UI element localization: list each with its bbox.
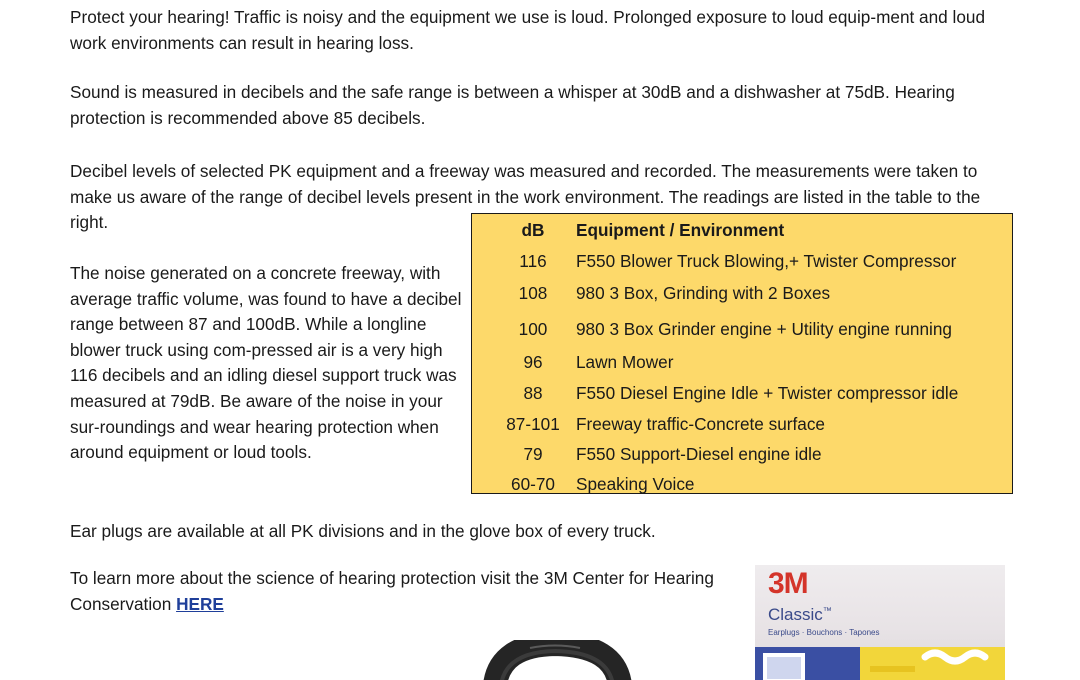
- decibel-range-paragraph: Sound is measured in decibels and the safe range is between a whisper at 30dB and a dishwasher at 75dB. Hearing protection is recommended above 85 decibels.: [70, 82, 955, 128]
- ear-plugs-paragraph: Ear plugs are available at all PK divisions and in the glove box of every truck.: [70, 521, 656, 541]
- hearing-intro-paragraph: Protect your hearing! Traffic is noisy and the equipment we use is loud. Prolonged exposure to loud equip-ment and loud work environments can result in hearing loss.: [70, 7, 985, 53]
- row-db: 100: [518, 319, 548, 339]
- learn-more-paragraph: [70, 566, 750, 617]
- row-equipment: F550 Blower Truck Blowing,+ Twister Compressor: [576, 251, 957, 271]
- table-row: [472, 247, 1012, 275]
- table-row: [472, 315, 1012, 343]
- product-name: [768, 605, 832, 625]
- trademark-symbol: ™: [822, 605, 832, 616]
- measurements-paragraph: Decibel levels of selected PK equipment and a freeway was measured and recorded. The measurements were taken to make us aware of the range of decibel levels present in the work environment. The readings are listed in the table to the right.: [70, 161, 981, 233]
- table-row: [472, 470, 1012, 498]
- decibel-table: [471, 213, 1013, 494]
- table-row: [472, 410, 1012, 438]
- table-row: [472, 279, 1012, 307]
- earplug-package-photo: [755, 565, 1005, 680]
- row-db: 88: [523, 383, 543, 403]
- learn-more-text: To learn more about the science of hearing protection visit the 3M Center for Hearing Conservation: [70, 568, 714, 614]
- package-graphic: [755, 647, 1005, 680]
- product-subtitle: Earplugs · Bouchons · Tapones: [768, 628, 880, 637]
- row-equipment: F550 Support-Diesel engine idle: [576, 444, 822, 464]
- row-db: 60-70: [511, 474, 555, 494]
- here-link[interactable]: HERE: [176, 593, 224, 614]
- header-db: dB: [521, 220, 545, 240]
- row-equipment: 980 3 Box Grinder engine + Utility engine running: [576, 319, 952, 339]
- table-row: [472, 348, 1012, 376]
- table-row: [472, 440, 1012, 468]
- table-header-row: [472, 216, 1012, 244]
- product-name-text: Classic: [768, 605, 823, 624]
- row-equipment: F550 Diesel Engine Idle + Twister compressor idle: [576, 383, 959, 403]
- row-equipment: Speaking Voice: [576, 474, 695, 494]
- row-db: 79: [523, 444, 543, 464]
- header-equipment: Equipment / Environment: [576, 220, 785, 240]
- row-db: 108: [518, 283, 548, 303]
- row-equipment: Freeway traffic-Concrete surface: [576, 414, 825, 434]
- row-equipment: 980 3 Box, Grinding with 2 Boxes: [576, 283, 831, 303]
- freeway-noise-paragraph: The noise generated on a concrete freeway, with average traffic volume, was found to have a decibel range between 87 and 100dB. While a longline blower truck using com-pressed air is a very high 116 decibels and an idling diesel support truck was measured at 79dB. Be aware of the noise in your sur-roundings and wear hearing protection when around equipment or loud tools.: [70, 263, 462, 463]
- table-row: [472, 379, 1012, 407]
- row-equipment: Lawn Mower: [576, 352, 674, 372]
- earmuff-photo: [470, 640, 700, 680]
- row-db: 96: [523, 352, 543, 372]
- row-db: 87-101: [506, 414, 560, 434]
- brand-logo: 3M: [768, 567, 808, 600]
- row-db: 116: [519, 251, 547, 271]
